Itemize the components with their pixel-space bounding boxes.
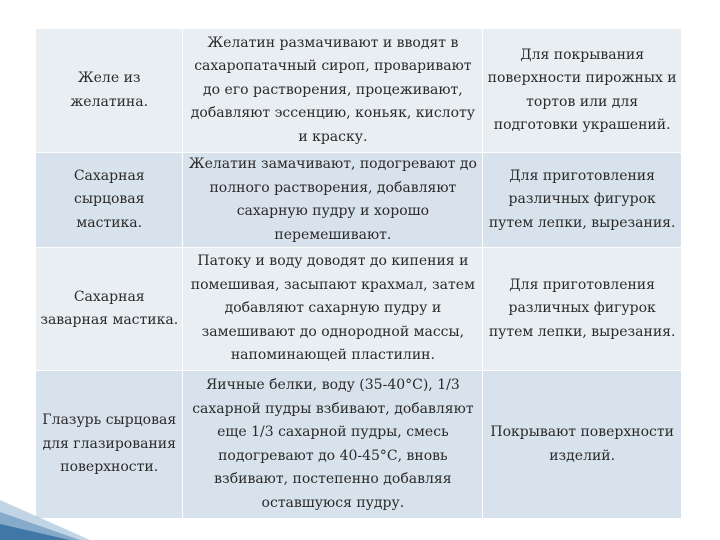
purpose-cell: Для приготовления различных фигурок путем лепки, вырезания. xyxy=(483,153,682,248)
recipes-table xyxy=(35,28,682,519)
product-name-cell: Сахарная сырцовая мастика. xyxy=(36,153,183,248)
method-cell: Патоку и воду доводят до кипения и помешивая, засыпают крахмал, затем добавляют сахарную пудру и замешивают до однородной массы, напоминающей пластилин. xyxy=(183,248,483,371)
purpose-cell: Для приготовления различных фигурок путем лепки, вырезания. xyxy=(483,248,682,371)
purpose-cell: Покрывают поверхности изделий. xyxy=(483,371,682,519)
method-cell: Яичные белки, воду (35-40°С), 1/3 сахарной пудры взбивают, добавляют еще 1/3 сахарной пудры, смесь подогревают до 40-45°С, вновь взбивают, постепенно добавляя оставшуюся пудру. xyxy=(183,371,483,519)
method-cell: Желатин замачивают, подогревают до полного растворения, добавляют сахарную пудру и хорошо перемешивают. xyxy=(183,153,483,248)
purpose-cell: Для покрывания поверхности пирожных и тортов или для подготовки украшений. xyxy=(483,29,682,153)
product-name-cell: Желе из желатина. xyxy=(36,29,183,153)
table-row xyxy=(36,371,682,519)
table-row xyxy=(36,153,682,248)
table-row xyxy=(36,29,682,153)
product-name-cell: Глазурь сырцовая для глазирования поверхности. xyxy=(36,371,183,519)
table-row xyxy=(36,248,682,371)
method-cell: Желатин размачивают и вводят в сахаропатачный сироп, проваривают до его растворения, процеживают, добавляют эссенцию, коньяк, кислоту и краску. xyxy=(183,29,483,153)
product-name-cell: Сахарная заварная мастика. xyxy=(36,248,183,371)
